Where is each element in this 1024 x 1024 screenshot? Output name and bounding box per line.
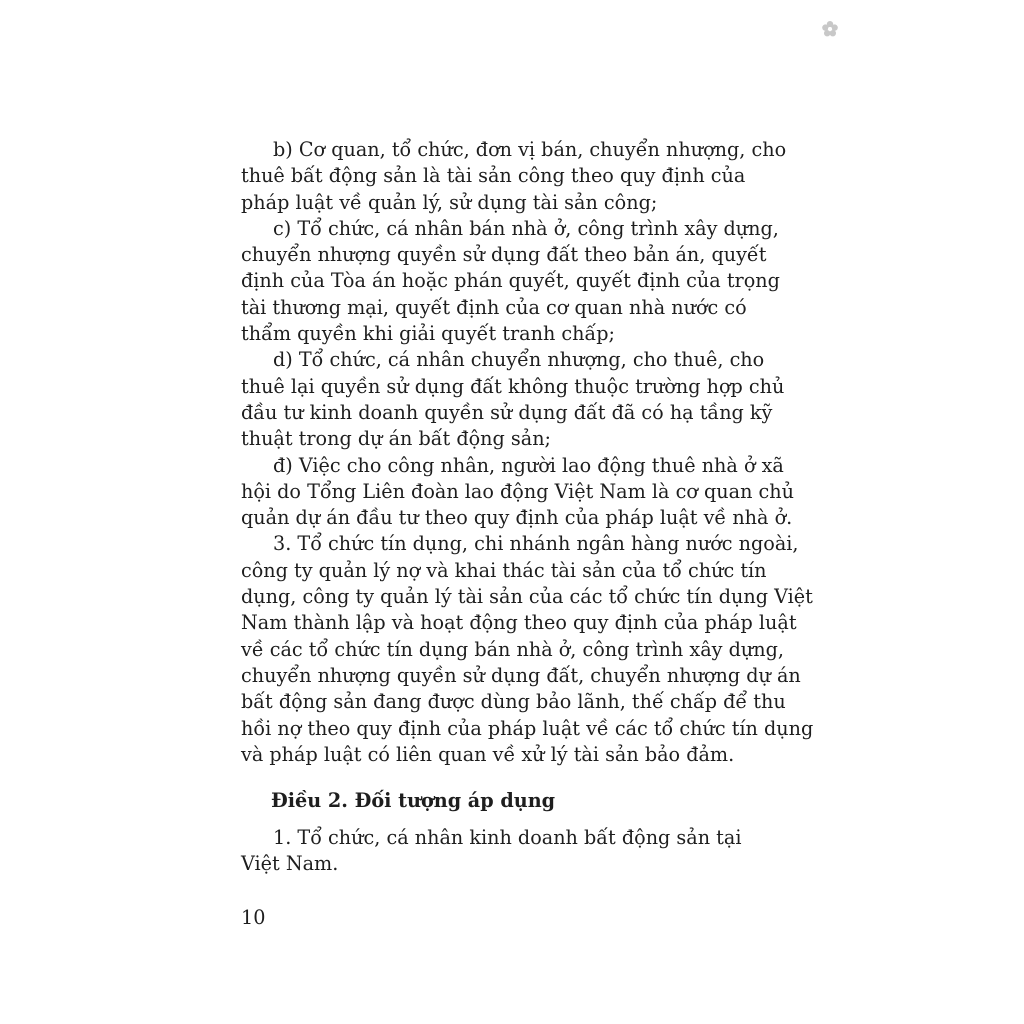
text-line: 3. Tổ chức tín dụng, chi nhánh ngân hàng nước ngoài, — [273, 532, 799, 556]
paragraph-c — [241, 216, 780, 347]
text-line: dụng, công ty quản lý tài sản của các tổ chức tín dụng Việt — [241, 585, 813, 609]
paragraph-3 — [241, 531, 814, 768]
text-line: 1. Tổ chức, cá nhân kinh doanh bất động sản tại — [273, 826, 742, 849]
text-line: công ty quản lý nợ và khai thác tài sản của tổ chức tín — [241, 558, 767, 582]
article-heading: Điều 2. Đối tượng áp dụng — [271, 789, 556, 812]
text-line: thuê bất động sản là tài sản công theo quy định của — [241, 164, 746, 188]
text-line: thuê lại quyền sử dụng đất không thuộc trường hợp chủ — [241, 374, 785, 398]
page-number: 10 — [241, 906, 266, 929]
paragraph-dd — [241, 453, 794, 532]
text-line: pháp luật về quản lý, sử dụng tài sản công; — [241, 190, 658, 214]
body-text — [241, 137, 814, 768]
text-line: chuyển nhượng quyền sử dụng đất, chuyển nhượng dự án — [241, 663, 801, 687]
text-line: Nam thành lập và hoạt động theo quy định của pháp luật — [241, 611, 797, 635]
text-line: thẩm quyền khi giải quyết tranh chấp; — [241, 322, 616, 346]
text-line: quản dự án đầu tư theo quy định của pháp luật về nhà ở. — [241, 506, 793, 530]
text-line: về các tổ chức tín dụng bán nhà ở, công trình xây dựng, — [241, 637, 784, 661]
text-line: d) Tổ chức, cá nhân chuyển nhượng, cho thuê, cho — [273, 348, 765, 372]
text-line: b) Cơ quan, tổ chức, đơn vị bán, chuyển nhượng, cho — [273, 138, 787, 161]
text-line: Việt Nam. — [241, 852, 339, 876]
text-line: thuật trong dự án bất động sản; — [241, 427, 552, 451]
article-2-paragraph-1 — [241, 825, 742, 878]
text-line: c) Tổ chức, cá nhân bán nhà ở, công trình xây dựng, — [273, 216, 779, 240]
paragraph-b — [241, 137, 787, 216]
text-line: hồi nợ theo quy định của pháp luật về các tổ chức tín dụng — [241, 716, 814, 740]
text-line: tài thương mại, quyết định của cơ quan nhà nước có — [241, 295, 747, 319]
text-line: định của Tòa án hoặc phán quyết, quyết định của trọng — [241, 269, 780, 293]
paragraph-d — [241, 347, 785, 452]
text-line: bất động sản đang được dùng bảo lãnh, thế chấp để thu — [241, 690, 786, 714]
text-line: và pháp luật có liên quan về xử lý tài sản bảo đảm. — [241, 742, 735, 766]
text-line: đ) Việc cho công nhân, người lao động thuê nhà ở xã — [273, 453, 784, 477]
text-line: hội do Tổng Liên đoàn lao động Việt Nam là cơ quan chủ — [241, 479, 794, 503]
text-line: đầu tư kinh doanh quyền sử dụng đất đã có hạ tầng kỹ — [241, 400, 773, 424]
flower-icon — [821, 20, 839, 38]
text-line: chuyển nhượng quyền sử dụng đất theo bản án, quyết — [241, 243, 767, 267]
